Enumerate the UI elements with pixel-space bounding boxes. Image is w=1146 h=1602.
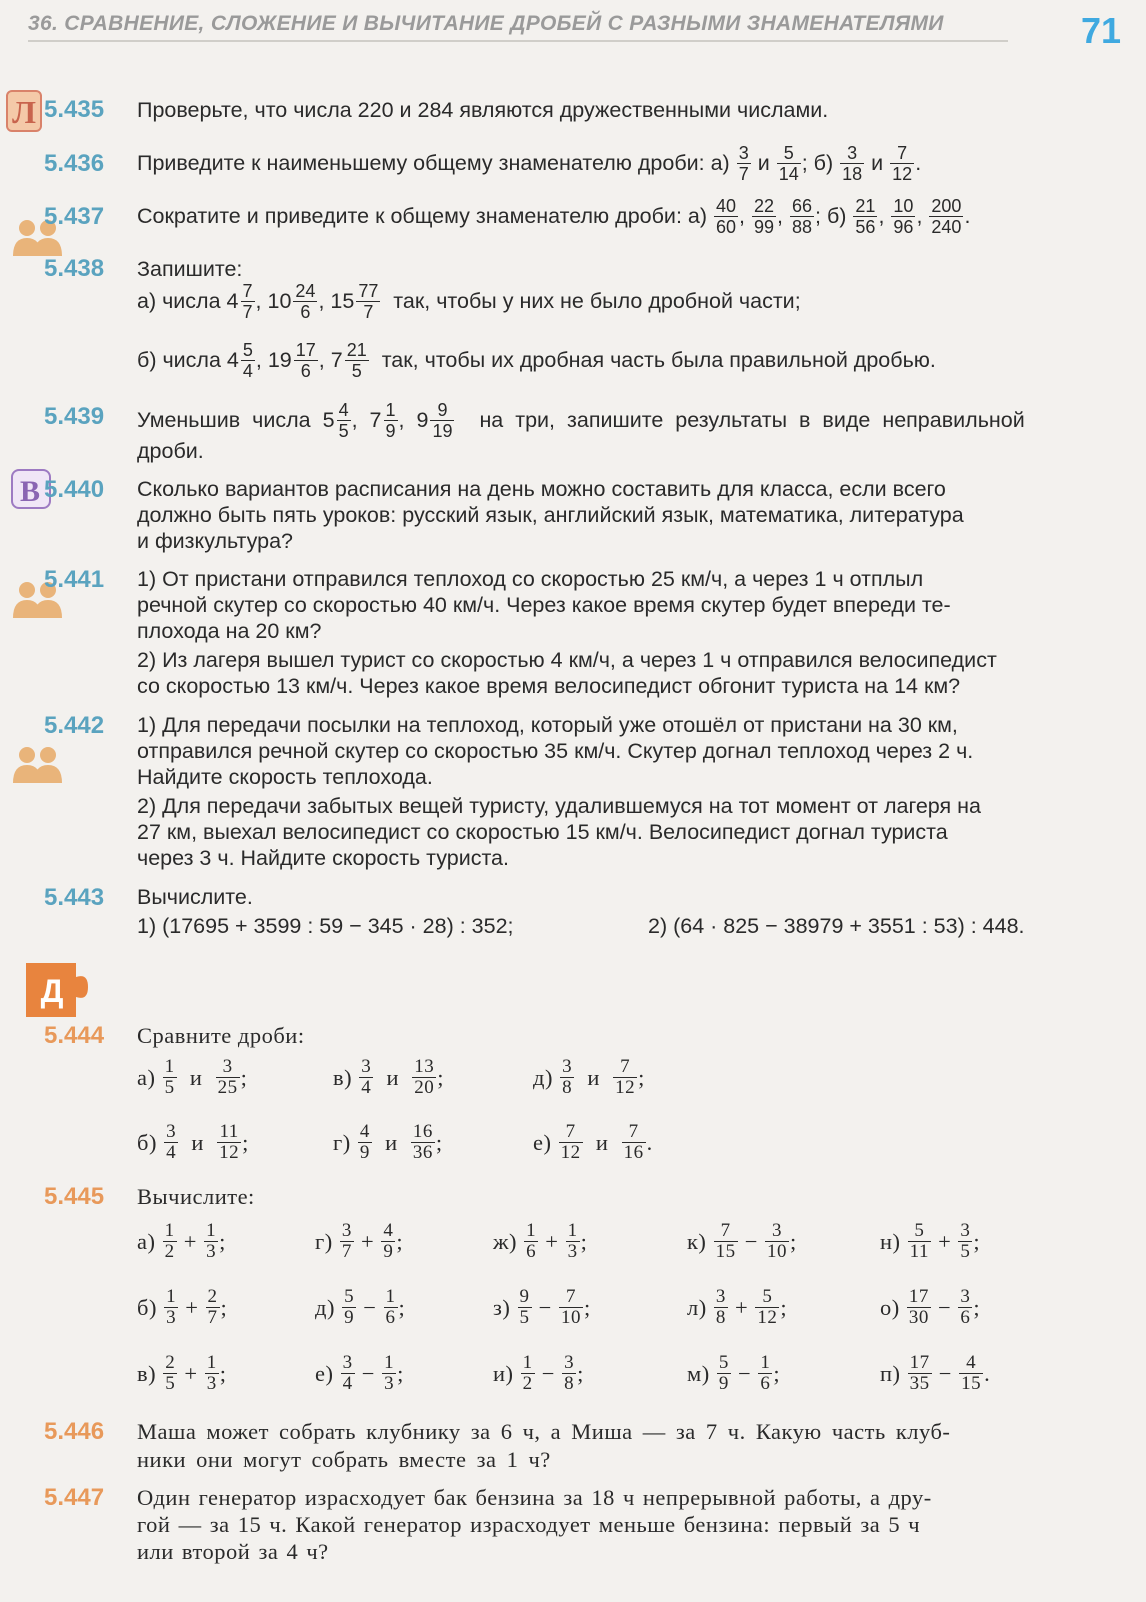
problem-line: дроби.: [137, 439, 204, 463]
problem-text: Сократите и приведите к общему знаменателю дроби: а) 40 60 , 22 99 , 66 88 ; б) 21 56 , 10 96 , 200 240 .: [137, 195, 971, 237]
problem-number: 5.446: [44, 1418, 105, 1445]
compare-item: д) 3 8 и 7 12 ;: [533, 1055, 645, 1098]
fraction: 1 3: [166, 1285, 177, 1328]
fraction: 17 30: [908, 1285, 929, 1328]
fraction: $\frac{3}{6}$: [960, 1285, 971, 1328]
fraction: 3 4: [342, 1351, 353, 1394]
problem-line: отправился речной скутер со скоростью 35 км/ч. Скутер догнал теплоход через 2 ч.: [137, 739, 974, 763]
problem-line: б) числа 4 5 4 , 19 17 6 , 7 21 5 так, чтобы их дробная часть была правильной дробью.: [137, 339, 936, 381]
mixed-number: 10 24 6: [267, 280, 316, 322]
mixed-number: 4 7 7: [226, 280, 253, 322]
problem-text: Приведите к наименьшему общему знаменателю дроби: а) 3 7 и 5 14 ; б) 3 18 и 7 12 .: [137, 142, 922, 184]
fraction: $\frac{1}{6}$: [760, 1351, 771, 1394]
mixed-number: 7 21 5: [330, 339, 367, 381]
svg-text:Д: Д: [40, 973, 64, 1009]
fraction: 7 12: [892, 142, 913, 184]
svg-text:Л: Л: [12, 94, 36, 130]
fraction: 10 96: [893, 195, 914, 237]
calc-item: г) 3 7 + $\frac{4}{9}$ ;: [315, 1219, 404, 1262]
problem-number: 5.435: [44, 96, 105, 123]
fraction: 17 35: [909, 1351, 930, 1394]
problem-line: через 3 ч. Найдите скорость туриста.: [137, 846, 509, 870]
fraction: 1 6: [526, 1219, 537, 1262]
l-level-icon: [5, 88, 43, 134]
problem-line: Один генератор израсходует бак бензина за 18 ч непрерывной работы, а дру-: [137, 1485, 932, 1510]
calc-item: л) 3 8 + $\frac{5}{12}$ ;: [687, 1285, 788, 1328]
fraction: 5 11: [909, 1219, 929, 1262]
fraction: 7 12: [560, 1120, 581, 1163]
problem-number: 5.436: [44, 150, 105, 177]
fraction: 1 2: [522, 1351, 533, 1394]
calc-item: п) 17 35 − $\frac{4}{15}$ .: [880, 1351, 991, 1394]
mixed-number: 9 9 19: [416, 399, 453, 441]
compare-item: в) 3 4 и 13 20 ;: [333, 1055, 445, 1098]
calc-item: к) 7 15 − $\frac{3}{10}$ ;: [687, 1219, 797, 1262]
problem-line: должно быть пять уроков: русский язык, английский язык, математика, литература: [137, 503, 964, 527]
problem-line: а) числа 4 7 7 , 10 24 6 , 15 77 7 так, чтобы у них не было дробной части;: [137, 280, 801, 322]
fraction: 4 9: [359, 1120, 370, 1163]
fraction: $\frac{4}{15}$: [961, 1351, 982, 1394]
fraction: 5 14: [778, 142, 799, 184]
fraction: 9 5: [519, 1285, 530, 1328]
calc-item: н) 5 11 + $\frac{3}{5}$ ;: [880, 1219, 981, 1262]
problem-line: или второй за 4 ч?: [137, 1539, 329, 1564]
problem-number: 5.441: [44, 566, 105, 593]
problem-line: гой — за 15 ч. Какой генератор израсходует меньше бензина: первый за 5 ч: [137, 1512, 921, 1537]
fraction: $\frac{1}{3}$: [206, 1351, 217, 1394]
problem-number: 5.438: [44, 255, 105, 282]
calc-item: а) 1 2 + $\frac{1}{3}$ ;: [137, 1219, 226, 1262]
problem-number: 5.447: [44, 1484, 105, 1511]
fraction: 7 15: [715, 1219, 736, 1262]
problem-number: 5.443: [44, 884, 105, 911]
fraction: 7 16: [623, 1120, 644, 1163]
homework-puzzle-icon: [22, 955, 98, 1023]
fraction: 3 4: [166, 1120, 177, 1163]
problem-number: 5.439: [44, 403, 105, 430]
problem-title: Вычислите.: [137, 885, 253, 909]
problem-title: Сравните дроби:: [137, 1023, 305, 1048]
fraction: 3 4: [361, 1055, 372, 1098]
problem-text: Проверьте, что числа 220 и 284 являются дружественными числами.: [137, 98, 829, 122]
problem-title: Вычислите:: [137, 1184, 255, 1209]
problem-line: Сколько вариантов расписания на день можно составить для класса, если всего: [137, 477, 946, 501]
fraction: $\frac{5}{12}$: [757, 1285, 778, 1328]
fraction: $\frac{7}{10}$: [560, 1285, 581, 1328]
problem-title: Запишите:: [137, 257, 243, 281]
fraction: $\frac{1}{3}$: [384, 1351, 395, 1394]
running-header: 36. СРАВНЕНИЕ, СЛОЖЕНИЕ И ВЫЧИТАНИЕ ДРОБЕЙ С РАЗНЫМИ ЗНАМЕНАТЕЛЯМИ: [28, 12, 944, 35]
calc-item: о) 17 30 − $\frac{3}{6}$ ;: [880, 1285, 981, 1328]
calc-item: м) 5 9 − $\frac{1}{6}$ ;: [687, 1351, 781, 1394]
fraction: $\frac{3}{8}$: [564, 1351, 575, 1394]
fraction: 5 9: [344, 1285, 355, 1328]
problem-number: 5.440: [44, 476, 105, 503]
problem-line: 1) Для передачи посылки на теплоход, который уже отошёл от пристани на 30 км,: [137, 713, 958, 737]
fraction: 3 8: [562, 1055, 573, 1098]
fraction: 13 20: [414, 1055, 435, 1098]
problem-line: Уменьшив числа 5 4 5 , 7 1 9 , 9 9 19 на три, запишите результаты в виде неправильной: [137, 399, 1025, 441]
mixed-number: 15 77 7: [330, 280, 379, 322]
problem-line: Найдите скорость теплохода.: [137, 765, 433, 789]
page-number: 71: [1081, 10, 1122, 51]
pair-work-icon: [10, 745, 66, 785]
problem-line: Маша может собрать клубнику за 6 ч, а Миша — за 7 ч. Какую часть клуб-: [137, 1419, 951, 1444]
problem-line: ники они могут собрать вместе за 1 ч?: [137, 1447, 551, 1472]
compare-item: б) 3 4 и 11 12 ;: [137, 1120, 249, 1163]
problem-line: и физкультура?: [137, 529, 294, 553]
mixed-number: 7 1 9: [369, 399, 396, 441]
fraction: 3 8: [715, 1285, 726, 1328]
fraction: $\frac{1}{6}$: [385, 1285, 396, 1328]
fraction: 16 36: [412, 1120, 433, 1163]
fraction: 1 2: [164, 1219, 175, 1262]
problem-line: 2) Для передачи забытых вещей туристу, удалившемуся на тот момент от лагеря на: [137, 794, 981, 818]
fraction: $\frac{4}{9}$: [383, 1219, 394, 1262]
header-rule: [28, 40, 1008, 42]
calc-item: е) 3 4 − $\frac{1}{3}$ ;: [315, 1351, 404, 1394]
calc-item: з) 9 5 − $\frac{7}{10}$ ;: [493, 1285, 591, 1328]
calc-item: в) 2 5 + $\frac{1}{3}$ ;: [137, 1351, 227, 1394]
fraction: 7 12: [615, 1055, 636, 1098]
fraction: 66 88: [791, 195, 812, 237]
problem-line: со скоростью 13 км/ч. Через какое время велосипедист обгонит туриста на 14 км?: [137, 674, 961, 698]
problem-line: 27 км, выехал велосипедист со скоростью 15 км/ч. Велосипедист догнал туриста: [137, 820, 948, 844]
problem-line: 1) От пристани отправился теплоход со скоростью 25 км/ч, а через 1 ч отплыл: [137, 567, 924, 591]
fraction: 3 7: [341, 1219, 352, 1262]
calc-item: д) 5 9 − $\frac{1}{6}$ ;: [315, 1285, 406, 1328]
compare-item: е) 7 12 и 7 16 .: [533, 1120, 653, 1163]
fraction: 3 25: [217, 1055, 238, 1098]
fraction: 40 60: [716, 195, 737, 237]
calc-item: б) 1 3 + $\frac{2}{7}$ ;: [137, 1285, 228, 1328]
fraction: 21 56: [855, 195, 876, 237]
expression: 1) (17695 + 3599 : 59 − 345 · 28) : 352;: [137, 914, 514, 938]
fraction: $\frac{3}{5}$: [960, 1219, 971, 1262]
mixed-number: 19 17 6: [267, 339, 316, 381]
calc-item: и) 1 2 − $\frac{3}{8}$ ;: [493, 1351, 584, 1394]
problem-line: речной скутер со скоростью 40 км/ч. Через какое время скутер будет впереди те-: [137, 593, 951, 617]
problem-number: 5.445: [44, 1183, 105, 1210]
svg-text:В: В: [19, 475, 41, 508]
fraction: 3 7: [738, 142, 749, 184]
fraction: $\frac{2}{7}$: [207, 1285, 218, 1328]
fraction: 1 5: [164, 1055, 175, 1098]
fraction: $\frac{3}{10}$: [767, 1219, 788, 1262]
fraction: 11 12: [219, 1120, 240, 1163]
compare-item: а) 1 5 и 3 25 ;: [137, 1055, 248, 1098]
compare-item: г) 4 9 и 16 36 ;: [333, 1120, 443, 1163]
fraction: 5 9: [718, 1351, 729, 1394]
problem-number: 5.437: [44, 203, 105, 230]
expression: 2) (64 · 825 − 38979 + 3551 : 53) : 448.: [648, 914, 1025, 938]
fraction: 22 99: [753, 195, 775, 237]
calc-item: ж) 1 6 + $\frac{1}{3}$ ;: [493, 1219, 588, 1262]
mixed-number: 5 4 5: [322, 399, 349, 441]
mixed-number: 4 5 4: [226, 339, 253, 381]
problem-line: плохода на 20 км?: [137, 619, 322, 643]
problem-number: 5.444: [44, 1022, 105, 1049]
fraction: $\frac{1}{3}$: [206, 1219, 217, 1262]
problem-number: 5.442: [44, 712, 105, 739]
fraction: $\frac{1}{3}$: [567, 1219, 578, 1262]
problem-line: 2) Из лагеря вышел турист со скоростью 4 км/ч, а через 1 ч отправился велосипедист: [137, 648, 997, 672]
fraction: 3 18: [842, 142, 863, 184]
fraction: 200 240: [931, 195, 962, 237]
fraction: 2 5: [165, 1351, 176, 1394]
